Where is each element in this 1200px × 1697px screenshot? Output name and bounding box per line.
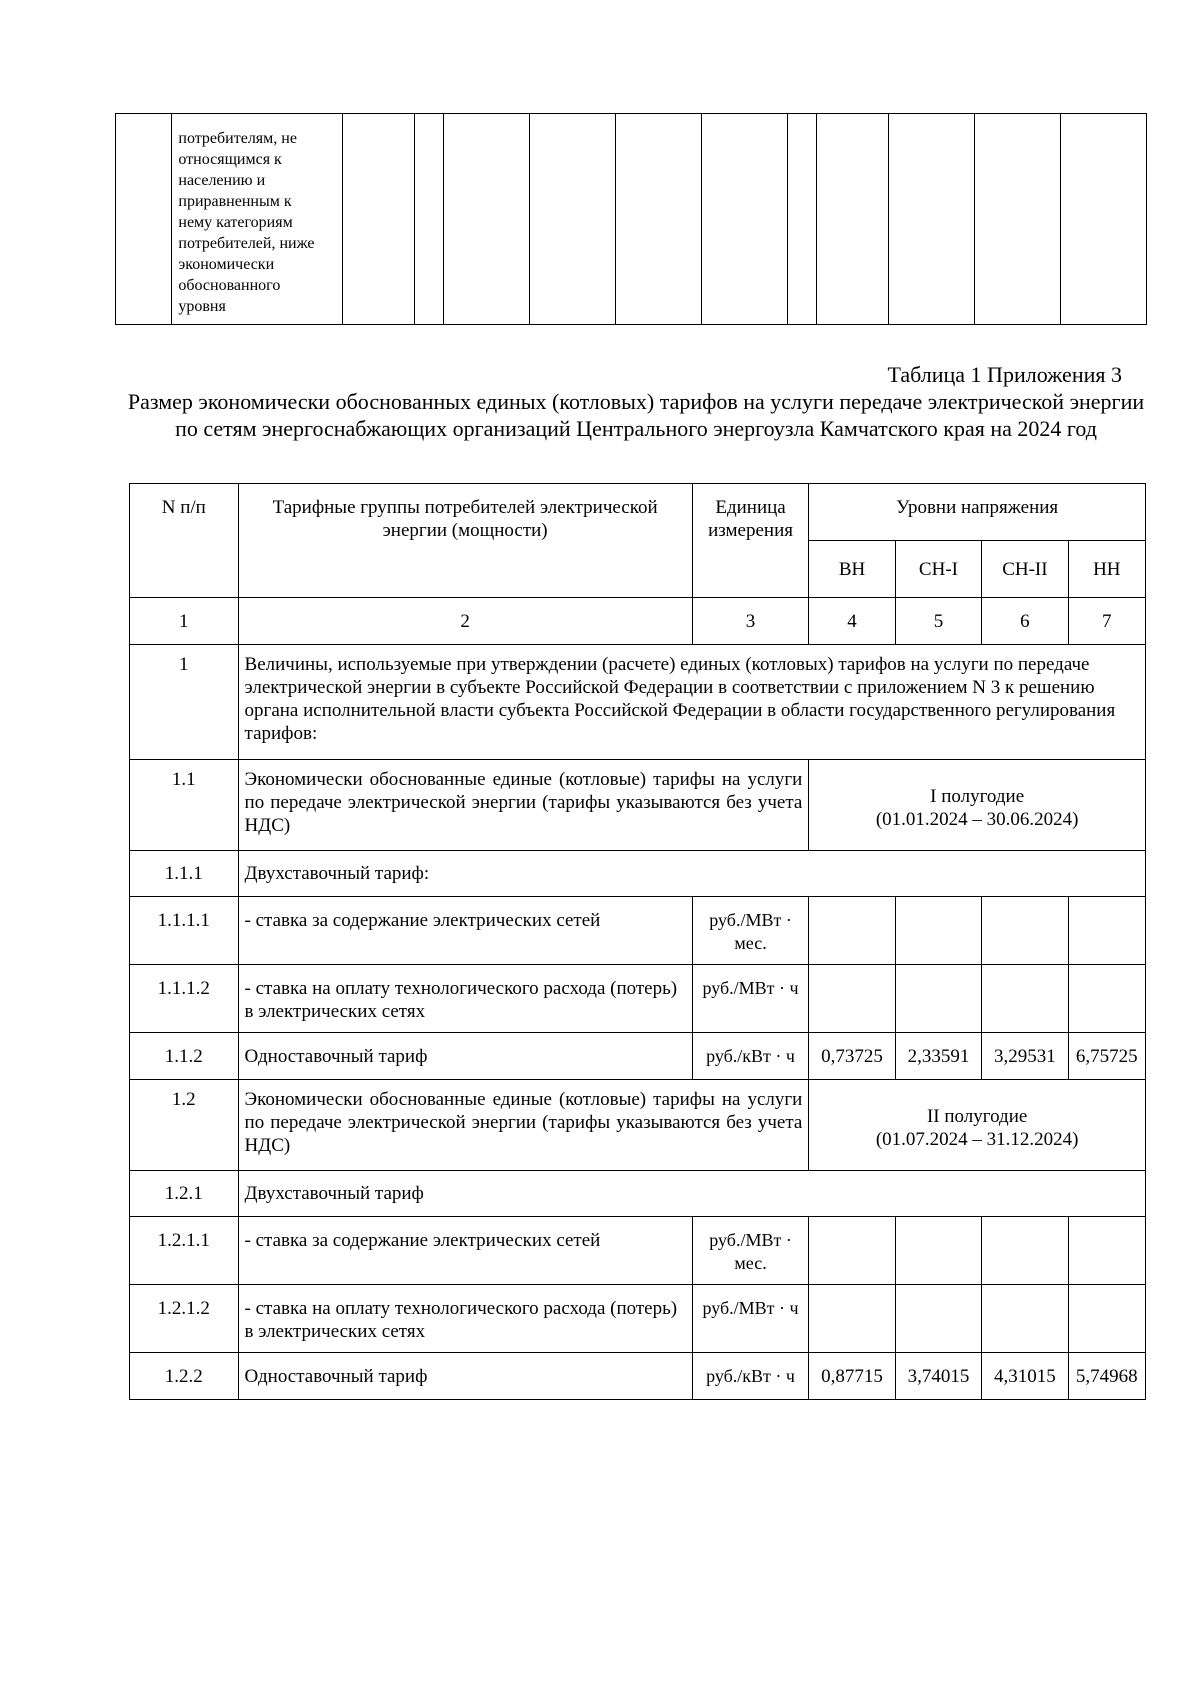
column-number: 1 [130, 598, 239, 645]
row-num: 1.2.1 [130, 1171, 239, 1217]
row-num: 1 [130, 645, 239, 760]
table-cell [888, 114, 974, 325]
row-text: - ставка на оплату технологического расхода (потерь) в электрических сетях [238, 965, 692, 1033]
header-num: N п/п [130, 484, 239, 598]
row-text: - ставка на оплату технологического расхода (потерь) в электрических сетях [238, 1285, 692, 1353]
table-row [130, 1171, 1146, 1217]
row-text: - ставка за содержание электрических сетей [238, 1217, 692, 1285]
row-num: 1.2.2 [130, 1353, 239, 1400]
table-cell [342, 114, 414, 325]
value-nn: 6,75725 [1068, 1033, 1145, 1080]
column-number: 2 [238, 598, 692, 645]
value-sn1: 3,74015 [895, 1353, 981, 1400]
tariff-table [129, 483, 1146, 1400]
row-unit: руб./кВт · ч [692, 1033, 809, 1080]
row-text: - ставка за содержание электрических сетей [238, 897, 692, 965]
row-num: 1.1.1 [130, 851, 239, 897]
row-text: Экономически обоснованные единые (котловые) тарифы на услуги по передаче электрической энергии (тарифы указываются без учета НДС) [238, 1080, 809, 1171]
row-unit: руб./МВт · мес. [692, 897, 809, 965]
row-unit: руб./кВт · ч [692, 1353, 809, 1400]
column-number: 7 [1068, 598, 1145, 645]
value-cell [982, 1217, 1068, 1285]
row-num: 1.1.2 [130, 1033, 239, 1080]
header-row [130, 484, 1146, 541]
header-group: Тарифные группы потребителей электрической энергии (мощности) [238, 484, 692, 598]
row-text: Экономически обоснованные единые (котловые) тарифы на услуги по передаче электрической энергии (тарифы указываются без учета НДС) [238, 760, 809, 851]
fragment-text: потребителям, не относящимся к населению и приравненным к нему категориям потребителей, ниже экономически обоснованного уровня [178, 130, 315, 315]
table-row [130, 897, 1146, 965]
table-cell [172, 114, 342, 325]
value-cell [895, 965, 981, 1033]
row-unit: руб./МВт · мес. [692, 1217, 809, 1285]
value-cell [1068, 1217, 1145, 1285]
value-sn1: 2,33591 [895, 1033, 981, 1080]
header-sn1: СН-I [895, 541, 981, 598]
table-cell [701, 114, 787, 325]
value-cell [982, 897, 1068, 965]
table-cell [116, 114, 172, 325]
table-cell [787, 114, 816, 325]
table-row [130, 1080, 1146, 1171]
row-unit: руб./МВт · ч [692, 965, 809, 1033]
value-sn2: 4,31015 [982, 1353, 1068, 1400]
table-row [130, 760, 1146, 851]
period-dates: (01.01.2024 – 30.06.2024) [875, 809, 1079, 830]
row-text: Двухставочный тариф: [238, 851, 1145, 897]
table-title: Размер экономически обоснованных единых (котловых) тарифов на услуги передаче электрической энергии по сетям энергоснабжающих организаций Центрального энергоузла Камчатского края на 2024 год [127, 389, 1145, 441]
value-cell [809, 897, 895, 965]
table-cell [816, 114, 888, 325]
header-vn: ВН [809, 541, 895, 598]
value-nn: 5,74968 [1068, 1353, 1145, 1400]
value-cell [895, 1285, 981, 1353]
table-row [116, 114, 1147, 325]
table-cell [443, 114, 529, 325]
table-cell [974, 114, 1060, 325]
table-row [130, 965, 1146, 1033]
row-text: Одноставочный тариф [238, 1033, 692, 1080]
value-cell [1068, 1285, 1145, 1353]
value-cell [982, 965, 1068, 1033]
table-row [130, 1285, 1146, 1353]
previous-table-fragment [115, 113, 1147, 325]
period-label: II полугодие [926, 1106, 1028, 1127]
value-cell [1068, 897, 1145, 965]
column-number: 3 [692, 598, 809, 645]
row-text: Одноставочный тариф [238, 1353, 692, 1400]
value-cell [1068, 965, 1145, 1033]
value-vn: 0,73725 [809, 1033, 895, 1080]
row-num: 1.1.1.1 [130, 897, 239, 965]
row-num: 1.2 [130, 1080, 239, 1171]
row-num: 1.1 [130, 760, 239, 851]
value-cell [895, 1217, 981, 1285]
table-row [130, 851, 1146, 897]
column-number-row [130, 598, 1146, 645]
table-row [130, 1033, 1146, 1080]
table-cell [529, 114, 615, 325]
row-text: Двухставочный тариф [238, 1171, 1145, 1217]
period-dates: (01.07.2024 – 31.12.2024) [875, 1129, 1079, 1150]
header-nn: НН [1068, 541, 1145, 598]
row-text: Величины, используемые при утверждении (расчете) единых (котловых) тарифов на услуги по передаче электрической энергии в субъекте Российской Федерации в соответствии с приложением N 3 к решению органа исполнительной власти субъекта Российской Федерации в области государственного регулирования тарифов: [238, 645, 1145, 760]
column-number: 6 [982, 598, 1068, 645]
table-row [130, 1353, 1146, 1400]
table-cell [615, 114, 701, 325]
header-sn2: СН-II [982, 541, 1068, 598]
period-cell [809, 760, 1146, 851]
value-sn2: 3,29531 [982, 1033, 1068, 1080]
value-cell [895, 897, 981, 965]
column-number: 5 [895, 598, 981, 645]
table-label: Таблица 1 Приложения 3 [887, 362, 1122, 387]
row-num: 1.1.1.2 [130, 965, 239, 1033]
row-num: 1.2.1.2 [130, 1285, 239, 1353]
table-cell [1060, 114, 1146, 325]
header-unit: Единица измерения [692, 484, 809, 598]
row-num: 1.2.1.1 [130, 1217, 239, 1285]
table-row [130, 645, 1146, 760]
header-levels: Уровни напряжения [809, 484, 1146, 541]
period-cell [809, 1080, 1146, 1171]
period-label: I полугодие [930, 786, 1025, 807]
table-cell [414, 114, 443, 325]
value-cell [809, 1217, 895, 1285]
value-cell [982, 1285, 1068, 1353]
table-row [130, 1217, 1146, 1285]
column-number: 4 [809, 598, 895, 645]
value-cell [809, 965, 895, 1033]
row-unit: руб./МВт · ч [692, 1285, 809, 1353]
value-vn: 0,87715 [809, 1353, 895, 1400]
value-cell [809, 1285, 895, 1353]
